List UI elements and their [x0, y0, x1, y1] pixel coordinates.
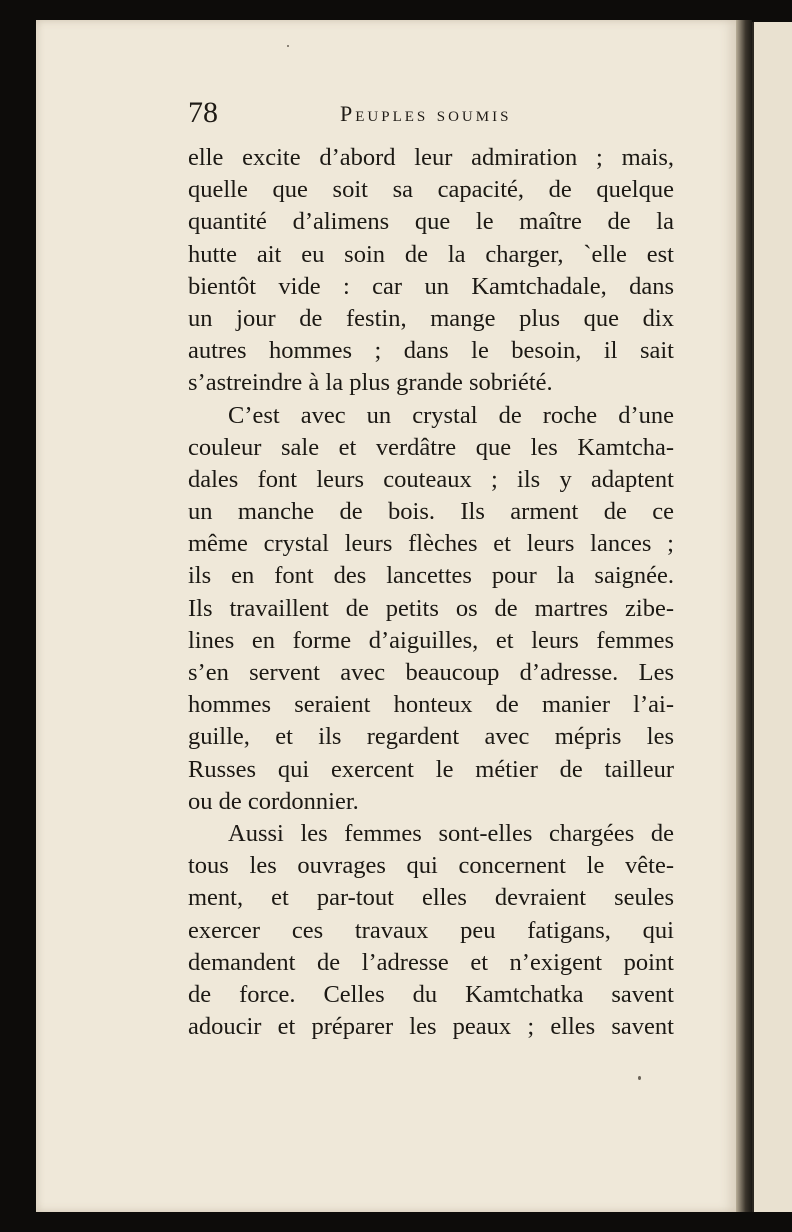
text-line: couleur sale et verdâtre que les Kamtcha- [188, 433, 674, 461]
page-header [188, 95, 678, 135]
text-line: hutte ait eu soin de la charger, `elle est [188, 240, 674, 268]
text-line: même crystal leurs flèches et leurs lances ; [188, 530, 674, 558]
text-line: s’astreindre à la plus grande sobriété. [188, 369, 553, 397]
text-line: tous les ouvrages qui concernent le vête- [188, 852, 674, 880]
book-gutter [736, 20, 752, 1212]
text-line: de force. Celles du Kamtchatka savent [188, 980, 674, 1008]
text-line: autres hommes ; dans le besoin, il sait [188, 337, 674, 365]
text-line: bientôt vide : car un Kamtchadale, dans [188, 272, 674, 300]
text-line: guille, et ils regardent avec mépris les [188, 723, 674, 751]
text-line: exercer ces travaux peu fatigans, qui [188, 916, 674, 944]
text-line: ils en font des lancettes pour la saignée. [188, 562, 674, 590]
text-line: ment, et par-tout elles devraient seules [188, 884, 674, 912]
text-line: demandent de l’adresse et n’exigent point [188, 948, 674, 976]
page-number: 78 [188, 96, 218, 129]
text-line: elle excite d’abord leur admiration ; mais, [188, 144, 674, 171]
text-line: Aussi les femmes sont-elles chargées de [228, 819, 674, 847]
paragraph [188, 400, 674, 818]
text-line: quantité d’alimens que le maître de la [188, 208, 674, 236]
paragraph [188, 142, 674, 400]
text-line: C’est avec un crystal de roche d’une [228, 401, 674, 429]
text-line: Russes qui exercent le métier de tailleur [188, 755, 674, 783]
paper-speck [638, 1076, 641, 1080]
text-line: lines en forme d’aiguilles, et leurs femmes [188, 626, 674, 654]
text-line: quelle que soit sa capacité, de quelque [188, 176, 674, 204]
paragraph [188, 818, 674, 1043]
text-line: dales font leurs couteaux ; ils y adaptent [188, 465, 674, 493]
text-line: s’en servent avec beaucoup d’adresse. Les [188, 659, 674, 686]
text-line: Ils travaillent de petits os de martres zibe- [188, 594, 674, 622]
text-line: adoucir et préparer les peaux ; elles savent [188, 1013, 674, 1041]
running-head: Peuples soumis [340, 101, 512, 126]
paper-speck [287, 45, 289, 47]
text-line: ou de cordonnier. [188, 787, 359, 815]
text-line: hommes seraient honteux de manier l’ai- [188, 691, 674, 719]
body-text [188, 142, 674, 1043]
text-line: un manche de bois. Ils arment de ce [188, 498, 674, 526]
text-line: un jour de festin, mange plus que dix [188, 304, 674, 332]
next-page-edge [752, 22, 792, 1212]
